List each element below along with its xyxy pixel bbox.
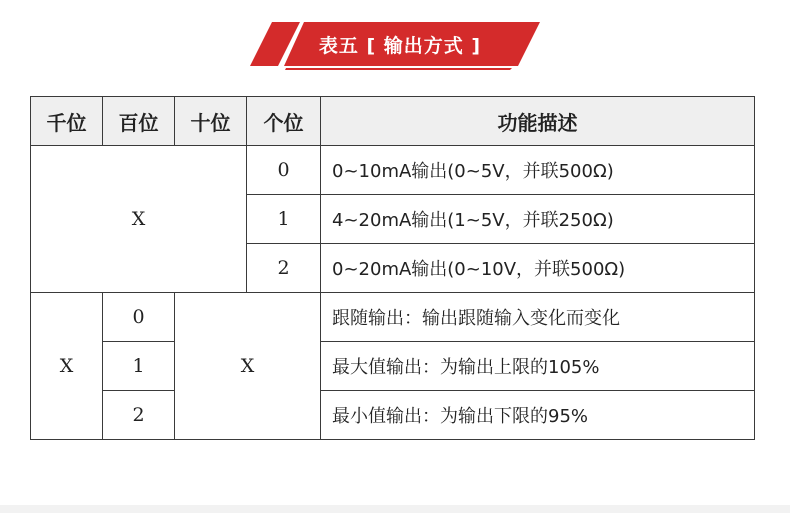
- cell-ones-digit: 1: [247, 195, 321, 244]
- cell-ones-digit: 0: [247, 146, 321, 195]
- cell-description: 最大值输出：为输出上限的105%: [321, 342, 755, 391]
- cell-hundreds-digit: 1: [103, 342, 175, 391]
- table-row: [31, 391, 755, 440]
- banner-title: 表五 [ 输出方式 ]: [318, 34, 482, 57]
- cell-ones-digit: 2: [247, 244, 321, 293]
- header-hundreds: 百位: [103, 97, 175, 146]
- table-row: [31, 146, 755, 195]
- table-row: [31, 342, 755, 391]
- cell-hundreds-digit: 2: [103, 391, 175, 440]
- bottom-divider: [0, 505, 790, 513]
- output-mode-table: [30, 96, 755, 440]
- cell-hundreds-digit: 0: [103, 293, 175, 342]
- header-ones: 个位: [247, 97, 321, 146]
- cell-tens-ones-x: X: [175, 293, 321, 440]
- header-tens: 十位: [175, 97, 247, 146]
- cell-description: 4~20mA输出(1~5V，并联250Ω): [321, 195, 755, 244]
- table-header-row: [31, 97, 755, 146]
- cell-description: 跟随输出：输出跟随输入变化而变化: [321, 293, 755, 342]
- cell-description: 0~20mA输出(0~10V，并联500Ω): [321, 244, 755, 293]
- cell-merged-x: X: [31, 146, 247, 293]
- table-row: [31, 293, 755, 342]
- cell-description: 最小值输出：为输出下限的95%: [321, 391, 755, 440]
- table-title-banner: [250, 18, 550, 70]
- header-description: 功能描述: [321, 97, 755, 146]
- cell-thousands-x: X: [31, 293, 103, 440]
- cell-description: 0~10mA输出(0~5V，并联500Ω): [321, 146, 755, 195]
- header-thousands: 千位: [31, 97, 103, 146]
